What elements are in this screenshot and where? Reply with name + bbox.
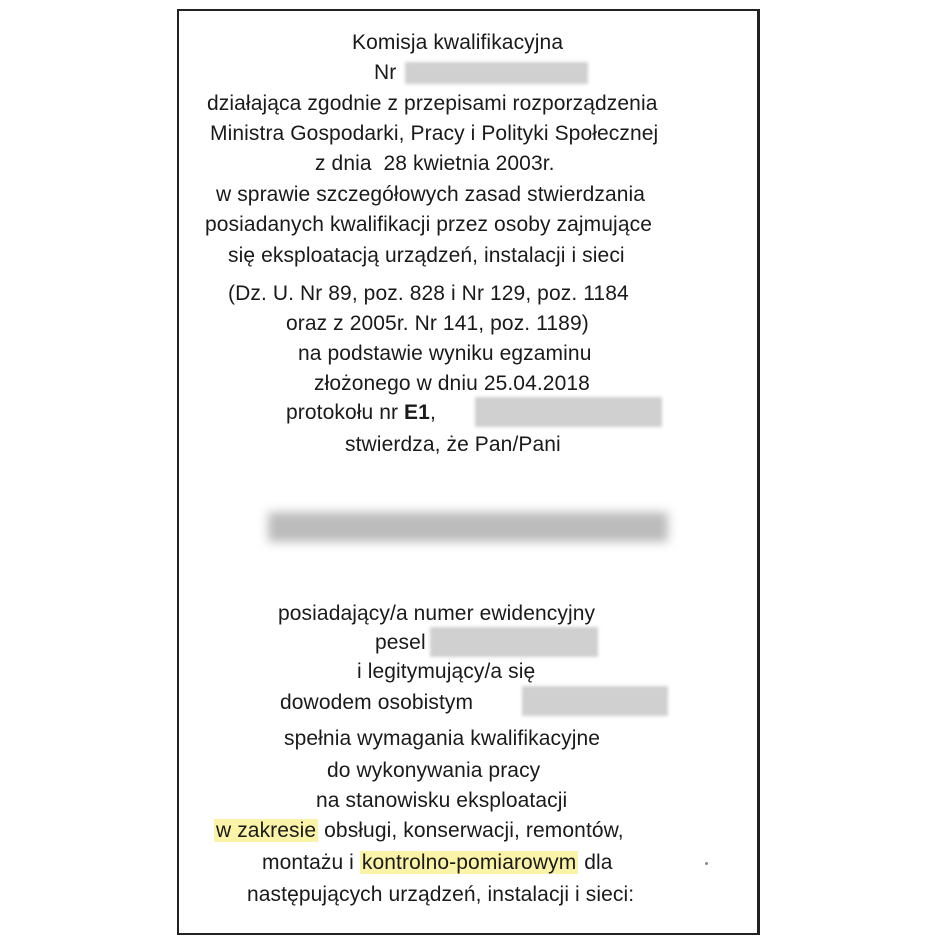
legal-basis-line-3: z dnia 28 kwietnia 2003r. xyxy=(315,152,555,175)
legal-basis-line-2: Ministra Gospodarki, Pracy i Polityki Społecznej xyxy=(210,122,659,145)
protocol-label: protokołu nr xyxy=(286,401,399,424)
protocol-separator: , xyxy=(429,401,436,424)
legal-basis-line-9: na podstawie wyniku egzaminu xyxy=(298,342,592,365)
legal-basis-line-8: oraz z 2005r. Nr 141, poz. 1189) xyxy=(286,312,589,335)
redacted-id-number xyxy=(522,686,668,716)
final-line: następujących urządzeń, instalacji i sieci: xyxy=(247,883,635,906)
holder-registry-line: posiadający/a numer ewidencyjny xyxy=(278,602,596,625)
requirements-line-1: spełnia wymagania kwalifikacyjne xyxy=(284,727,601,750)
scope-line-2-prefix: montażu i xyxy=(262,851,360,874)
requirements-line-3: na stanowisku eksploatacji xyxy=(316,789,568,812)
highlight-measurement: kontrolno-pomiarowym xyxy=(361,851,577,874)
protocol-number-prefix: E1 xyxy=(404,401,430,424)
highlight-scope: w zakresie xyxy=(216,819,317,842)
scope-line-2-suffix: dla xyxy=(578,851,613,874)
protocol-line xyxy=(286,400,436,426)
legal-basis-line-1: działająca zgodnie z przepisami rozporządzenia xyxy=(207,92,658,115)
legal-basis-line-10: złożonego w dniu 25.04.2018 xyxy=(314,372,590,395)
legal-basis-line-7: (Dz. U. Nr 89, poz. 828 i Nr 129, poz. 1184 xyxy=(228,282,629,305)
scope-line-2 xyxy=(262,850,613,876)
requirements-line-2: do wykonywania pracy xyxy=(327,759,541,782)
redacted-protocol-number xyxy=(475,397,662,427)
committee-nr-label: Nr xyxy=(374,61,397,84)
id-document-label: dowodem osobistym xyxy=(280,691,474,714)
pesel-label: pesel xyxy=(375,631,426,654)
holder-identified-line: i legitymujący/a się xyxy=(357,660,536,683)
legal-basis-line-5: posiadanych kwalifikacji przez osoby zajmujące xyxy=(205,213,652,236)
redacted-pesel xyxy=(430,627,598,657)
redacted-holder-name xyxy=(268,512,668,542)
redacted-committee-number xyxy=(405,62,588,84)
stray-mark xyxy=(705,862,708,865)
scope-line-1-rest: obsługi, konserwacji, remontów, xyxy=(318,819,624,842)
legal-basis-line-6: się eksploatacją urządzeń, instalacji i sieci xyxy=(228,244,625,267)
scope-line-1 xyxy=(214,818,624,844)
committee-title: Komisja kwalifikacyjna xyxy=(352,31,564,54)
legal-basis-line-4: w sprawie szczegółowych zasad stwierdzania xyxy=(216,183,646,206)
states-line: stwierdza, że Pan/Pani xyxy=(345,433,561,456)
